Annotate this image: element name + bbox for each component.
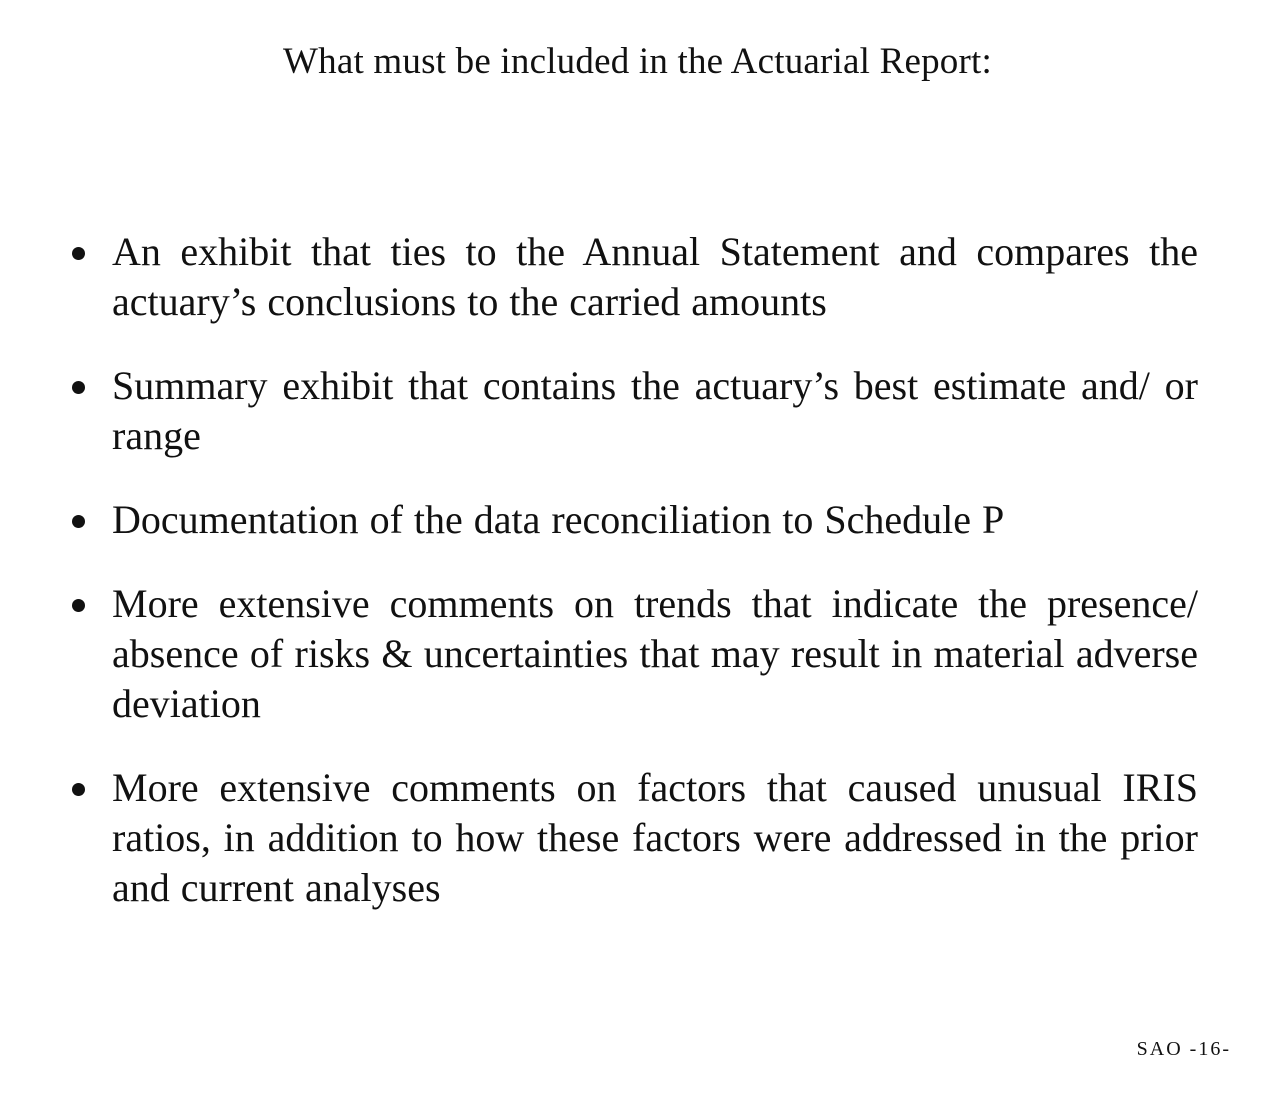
bullet-list	[68, 227, 1198, 947]
bullet-icon	[72, 783, 85, 796]
page-title: What must be included in the Actuarial Report:	[283, 41, 992, 82]
list-item-text: More extensive comments on factors that caused unusual IRIS ratios, in addition to how these factors were addressed in the prior and current analyses	[112, 765, 1198, 910]
list-item	[68, 763, 1198, 913]
list-item-text: Documentation of the data reconciliation to Schedule P	[112, 497, 1005, 542]
bullet-icon	[72, 515, 85, 528]
bullet-icon	[72, 381, 85, 394]
list-item-text: More extensive comments on trends that indicate the presence/ absence of risks & uncertainties that may result in material adverse deviation	[112, 581, 1198, 726]
bullet-icon	[72, 599, 85, 612]
list-item	[68, 579, 1198, 729]
list-item-text: Summary exhibit that contains the actuary’s best estimate and/ or range	[112, 363, 1198, 458]
bullet-icon	[72, 247, 85, 260]
list-item	[68, 495, 1198, 545]
list-item	[68, 227, 1198, 327]
page-footer: SAO -16-	[1136, 1038, 1231, 1060]
list-item	[68, 361, 1198, 461]
list-item-text: An exhibit that ties to the Annual Statement and compares the actuary’s conclusions to the carried amounts	[112, 229, 1198, 324]
